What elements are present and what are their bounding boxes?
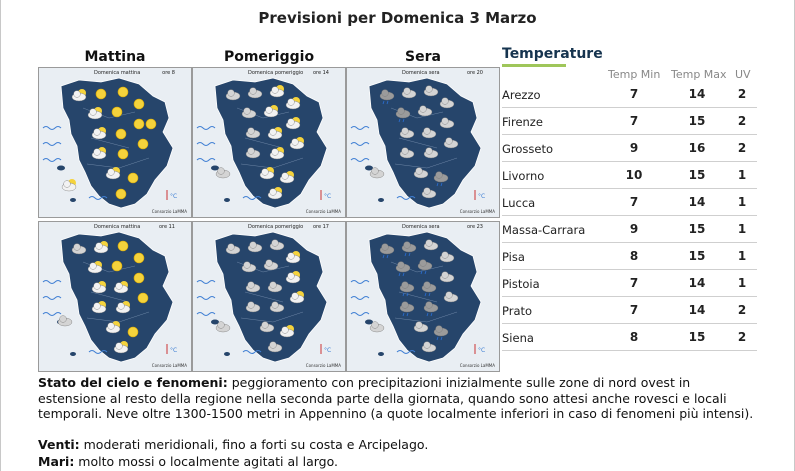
uv-value: 1 — [737, 168, 747, 182]
tuscany-map-icon — [193, 222, 345, 371]
temp-max-value: 14 — [688, 195, 706, 209]
temperature-row — [502, 270, 757, 297]
svg-text:°C: °C — [478, 347, 486, 354]
temperature-row — [502, 216, 757, 243]
map-time: ore 23 — [466, 224, 483, 230]
city-name: Lucca — [502, 196, 536, 210]
tuscany-map-icon — [347, 222, 499, 371]
temperature-row — [502, 162, 757, 189]
temp-max-value: 15 — [688, 249, 706, 263]
temp-min-value: 8 — [629, 330, 639, 344]
header-temp-max: Temp Max — [671, 68, 727, 81]
uv-value: 1 — [737, 276, 747, 290]
map-time: ore 14 — [312, 70, 329, 76]
tuscany-map-icon — [39, 68, 191, 217]
map-label: Domenica mattina — [94, 70, 141, 76]
map-credit: Consorzio LaMMA — [151, 209, 187, 214]
city-name: Prato — [502, 304, 533, 318]
map-label: Domenica sera — [402, 224, 440, 230]
temp-min-value: 7 — [629, 87, 639, 101]
map-time: ore 11 — [158, 224, 175, 230]
map-time: ore 20 — [466, 70, 483, 76]
uv-value: 1 — [737, 195, 747, 209]
sky-label: Stato del cielo e fenomeni: — [38, 375, 228, 390]
column-heading-evening: Sera — [405, 49, 441, 65]
wind-description — [38, 437, 428, 452]
city-name: Firenze — [502, 115, 543, 129]
city-name: Siena — [502, 331, 534, 345]
temp-max-value: 15 — [688, 114, 706, 128]
tuscany-map-icon — [347, 68, 499, 217]
uv-value: 1 — [737, 222, 747, 236]
temp-min-value: 7 — [629, 303, 639, 317]
uv-value: 2 — [737, 330, 747, 344]
temperature-row — [502, 324, 757, 351]
temp-min-value: 7 — [629, 195, 639, 209]
header-uv: UV — [735, 68, 751, 81]
wind-label: Venti: — [38, 437, 80, 452]
city-name: Pisa — [502, 250, 525, 264]
temperature-row — [502, 243, 757, 270]
svg-text:°C: °C — [170, 347, 178, 354]
uv-value: 1 — [737, 249, 747, 263]
map-time: ore 17 — [312, 224, 329, 230]
forecast-map — [346, 67, 500, 218]
header-temp-min: Temp Min — [608, 68, 661, 81]
temperature-row — [502, 297, 757, 324]
map-label: Domenica pomeriggio — [248, 70, 304, 76]
city-name: Massa-Carrara — [502, 223, 586, 237]
sky-text: peggioramento con precipitazioni inizialmente sulle zone di nord ovest in estensione al resto della regione nella seconda parte della giornata, quando sono attesi anche rovesci e locali temporali. Neve oltre 1300-1500 metri in Appennino (a quote localmente inferiori in caso di fenomeni più intensi). — [38, 375, 754, 421]
tuscany-map-icon — [193, 68, 345, 217]
wind-text: moderati meridionali, fino a forti su costa e Arcipelago. — [79, 437, 429, 452]
temp-min-value: 9 — [629, 141, 639, 155]
temp-min-value: 7 — [629, 114, 639, 128]
temp-min-value: 9 — [629, 222, 639, 236]
city-name: Pistoia — [502, 277, 540, 291]
map-credit: Consorzio LaMMA — [459, 209, 495, 214]
temp-max-value: 14 — [688, 87, 706, 101]
temperature-row — [502, 108, 757, 135]
map-credit: Consorzio LaMMA — [459, 363, 495, 368]
temp-min-value: 7 — [629, 276, 639, 290]
map-label: Domenica pomeriggio — [248, 224, 304, 230]
uv-value: 2 — [737, 87, 747, 101]
svg-text:°C: °C — [324, 193, 332, 200]
temperature-row — [502, 81, 757, 108]
map-credit: Consorzio LaMMA — [305, 209, 341, 214]
uv-value: 2 — [737, 303, 747, 317]
temp-max-value: 16 — [688, 141, 706, 155]
temp-max-value: 14 — [688, 276, 706, 290]
svg-text:°C: °C — [324, 347, 332, 354]
temperature-row — [502, 189, 757, 216]
svg-text:°C: °C — [478, 193, 486, 200]
temperature-heading-underline — [502, 64, 566, 67]
temperature-row — [502, 135, 757, 162]
column-heading-morning: Mattina — [84, 49, 146, 65]
temp-min-value: 10 — [625, 168, 643, 182]
sky-description — [38, 375, 758, 422]
tuscany-map-icon — [39, 222, 191, 371]
forecast-map — [192, 221, 346, 372]
sea-description — [38, 454, 338, 469]
temp-max-value: 15 — [688, 330, 706, 344]
sea-text: molto mossi o localmente agitati al largo. — [74, 454, 338, 469]
temp-max-value: 15 — [688, 222, 706, 236]
forecast-map — [192, 67, 346, 218]
temp-max-value: 15 — [688, 168, 706, 182]
temperature-heading: Temperature — [502, 46, 603, 62]
map-time: ore 8 — [162, 70, 175, 76]
temp-max-value: 14 — [688, 303, 706, 317]
map-credit: Consorzio LaMMA — [151, 363, 187, 368]
forecast-map — [38, 67, 192, 218]
map-label: Domenica sera — [402, 70, 440, 76]
column-heading-afternoon: Pomeriggio — [223, 49, 315, 65]
uv-value: 2 — [737, 141, 747, 155]
forecast-map — [346, 221, 500, 372]
temp-min-value: 8 — [629, 249, 639, 263]
uv-value: 2 — [737, 114, 747, 128]
map-label: Domenica mattina — [94, 224, 141, 230]
city-name: Grosseto — [502, 142, 554, 156]
city-name: Livorno — [502, 169, 545, 183]
city-name: Arezzo — [502, 88, 541, 102]
page-title: Previsioni per Domenica 3 Marzo — [258, 9, 537, 27]
sea-label: Mari: — [38, 454, 75, 469]
svg-text:°C: °C — [170, 193, 178, 200]
map-credit: Consorzio LaMMA — [305, 363, 341, 368]
forecast-map — [38, 221, 192, 372]
